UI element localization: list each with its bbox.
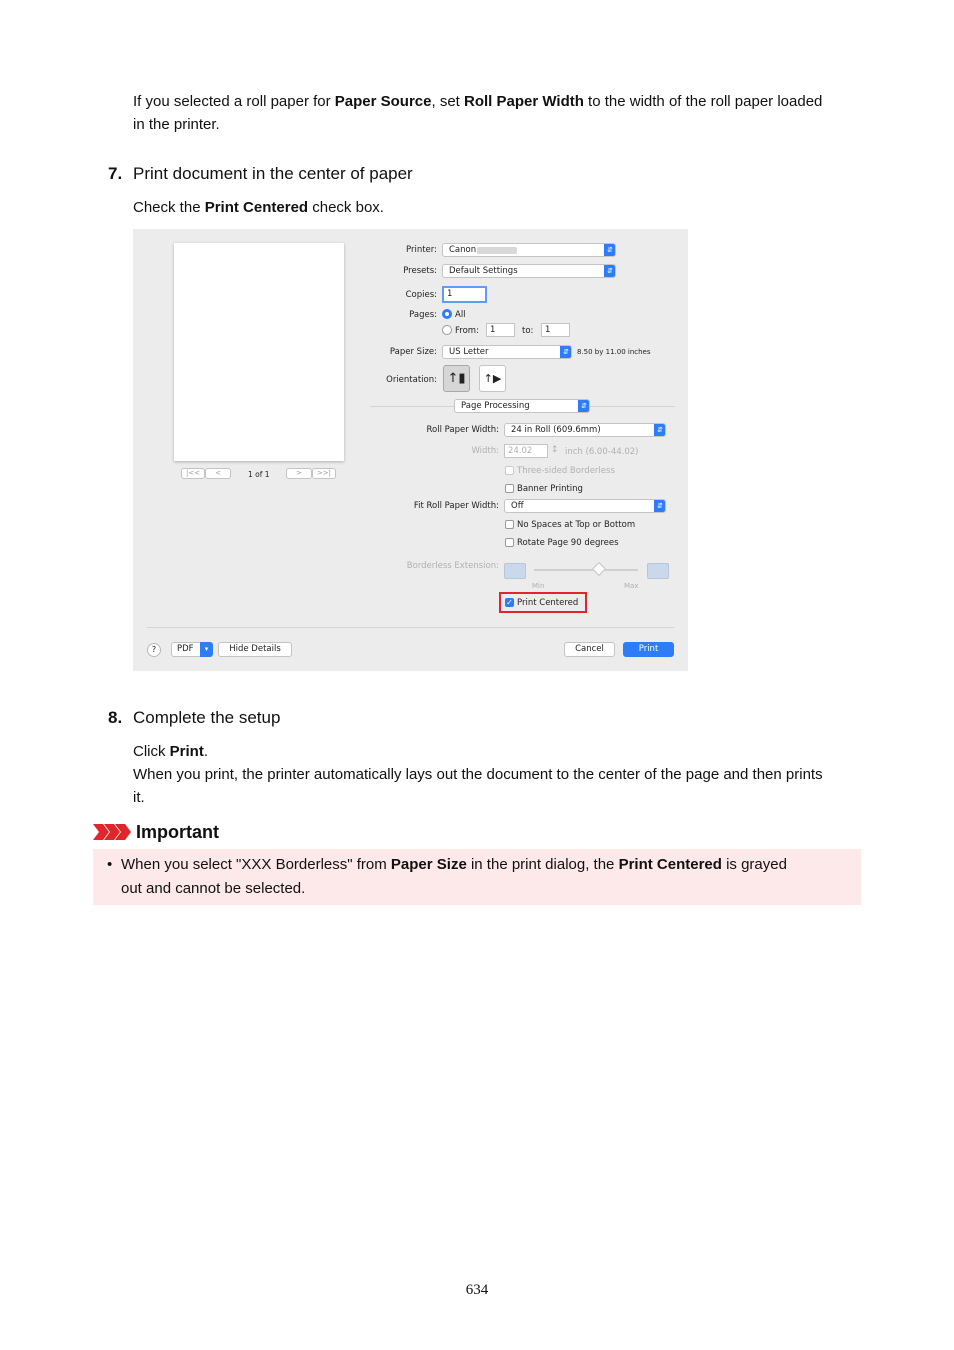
ext-max-icon: [647, 563, 669, 579]
prev-page-button[interactable]: <: [205, 468, 231, 479]
borderless-ext-label: Borderless Extension:: [406, 561, 499, 571]
pages-from-radio[interactable]: [442, 325, 452, 335]
print-centered-label: Print Centered: [517, 598, 579, 608]
paper-size-label: Paper Size:: [389, 347, 437, 357]
ext-slider-track[interactable]: [534, 569, 638, 571]
intro-line2: in the printer.: [133, 116, 220, 133]
presets-value: Default Settings: [449, 266, 518, 276]
copies-input[interactable]: 1: [442, 286, 487, 303]
ext-max-label: Max: [624, 582, 639, 590]
step8-desc2: it.: [133, 789, 145, 806]
step7-text: Check the: [133, 199, 205, 216]
important-bold-paper-size: Paper Size: [390, 856, 467, 873]
presets-popup[interactable]: [442, 264, 616, 278]
width-input[interactable]: 24.02: [504, 444, 548, 458]
banner-label: Banner Printing: [517, 484, 583, 494]
print-dialog-screenshot: [133, 229, 688, 671]
roll-width-label: Roll Paper Width:: [426, 425, 499, 435]
paper-size-value: US Letter: [449, 347, 489, 357]
chevron-updown-icon: ⇵: [604, 264, 616, 278]
ext-min-icon: [504, 563, 526, 579]
three-sided-label: Three-sided Borderless: [517, 466, 615, 476]
pages-all-radio[interactable]: [442, 309, 452, 319]
intro-bold-roll-paper-width: Roll Paper Width: [464, 93, 584, 110]
pages-to-label: to:: [522, 326, 534, 336]
step8-bold-print: Print: [169, 743, 204, 760]
pages-from-label: From:: [455, 326, 479, 336]
chevron-updown-icon: ⇵: [604, 243, 616, 257]
three-sided-checkbox[interactable]: [505, 466, 514, 475]
copies-label: Copies:: [405, 290, 437, 300]
step8-text: Click: [133, 743, 170, 760]
step7-title: Print document in the center of paper: [133, 164, 413, 183]
important-text: When you select "XXX Borderless" from: [121, 856, 391, 873]
paper-size-popup[interactable]: [442, 345, 572, 359]
banner-checkbox[interactable]: [505, 484, 514, 493]
width-unit: inch (6.00-44.02): [565, 447, 639, 457]
hide-details-button[interactable]: Hide Details: [218, 642, 292, 657]
pages-all-label: All: [455, 310, 466, 320]
roll-width-value: 24 in Roll (609.6mm): [511, 425, 601, 435]
landscape-orientation-icon[interactable]: ↑▶: [479, 365, 506, 392]
printer-name-redacted: [477, 247, 517, 254]
intro-bold-paper-source: Paper Source: [334, 93, 432, 110]
printer-label: Printer:: [406, 245, 437, 255]
print-button[interactable]: Print: [623, 642, 674, 657]
page-preview: [174, 243, 344, 461]
no-spaces-label: No Spaces at Top or Bottom: [517, 520, 636, 530]
rotate-label: Rotate Page 90 degrees: [517, 538, 619, 548]
step8-body: [133, 740, 873, 809]
no-spaces-checkbox[interactable]: [505, 520, 514, 529]
step7-number: 7.: [108, 164, 123, 183]
ext-min-label: Min: [532, 582, 545, 590]
pdf-label: PDF: [177, 644, 194, 654]
step8-title: Complete the setup: [133, 708, 281, 727]
paper-size-dims: 8.50 by 11.00 inches: [577, 348, 651, 356]
intro-paragraph: [133, 90, 873, 136]
section-value: Page Processing: [461, 401, 530, 411]
important-line2: out and cannot be selected.: [121, 880, 306, 897]
separator: [147, 627, 674, 628]
from-input[interactable]: 1: [486, 323, 515, 337]
section-popup[interactable]: [454, 399, 590, 413]
step8-text: .: [203, 743, 209, 760]
step8-number: 8.: [108, 708, 123, 727]
important-arrow-icon: [93, 824, 131, 840]
pdf-button[interactable]: [171, 642, 213, 657]
step8-desc1: When you print, the printer automatically lays out the document to the center of the page and then prints: [133, 766, 823, 783]
printer-popup[interactable]: [442, 243, 616, 257]
presets-label: Presets:: [403, 266, 437, 276]
cancel-button[interactable]: Cancel: [564, 642, 615, 657]
next-page-button[interactable]: >: [286, 468, 312, 479]
intro-text: If you selected a roll paper for: [133, 93, 335, 110]
portrait-orientation-icon[interactable]: ↑▮: [443, 365, 470, 392]
important-bold-print-centered: Print Centered: [618, 856, 722, 873]
print-centered-checkbox[interactable]: ✓: [506, 598, 513, 607]
important-bullet-dot: •: [107, 856, 113, 873]
chevron-updown-icon: ⇵: [578, 399, 590, 413]
chevron-updown-icon: ⇵: [560, 345, 572, 359]
pages-label: Pages:: [409, 310, 437, 320]
orientation-label: Orientation:: [386, 375, 437, 385]
to-input[interactable]: 1: [541, 323, 570, 337]
page-number: 634: [465, 1282, 489, 1298]
ext-slider-thumb[interactable]: [592, 562, 606, 576]
important-heading: Important: [136, 822, 219, 842]
roll-width-popup[interactable]: [504, 423, 666, 437]
important-text: in the print dialog, the: [466, 856, 619, 873]
help-button[interactable]: ?: [147, 643, 161, 657]
fit-roll-value: Off: [511, 501, 524, 511]
chevron-down-icon: ▾: [200, 642, 213, 657]
printer-value: Canon: [449, 245, 477, 255]
page-info: 1 of 1: [248, 470, 270, 479]
intro-text: , set: [431, 93, 465, 110]
fit-roll-popup[interactable]: [504, 499, 666, 513]
chevron-updown-icon: ⇵: [654, 499, 666, 513]
rotate-checkbox[interactable]: [505, 538, 514, 547]
width-label: Width:: [471, 446, 499, 456]
first-page-button[interactable]: |<<: [181, 468, 205, 479]
last-page-button[interactable]: >>|: [312, 468, 336, 479]
step7-text: check box.: [308, 199, 384, 216]
important-bullet-text: [121, 853, 851, 901]
important-text: is grayed: [721, 856, 787, 873]
width-stepper-icon[interactable]: ↕: [551, 445, 559, 455]
step7-instruction: [133, 199, 384, 216]
chevron-updown-icon: ⇵: [654, 423, 666, 437]
step7-bold: Print Centered: [204, 199, 309, 216]
fit-roll-label: Fit Roll Paper Width:: [413, 501, 499, 511]
intro-text: to the width of the roll paper loaded: [583, 93, 823, 110]
